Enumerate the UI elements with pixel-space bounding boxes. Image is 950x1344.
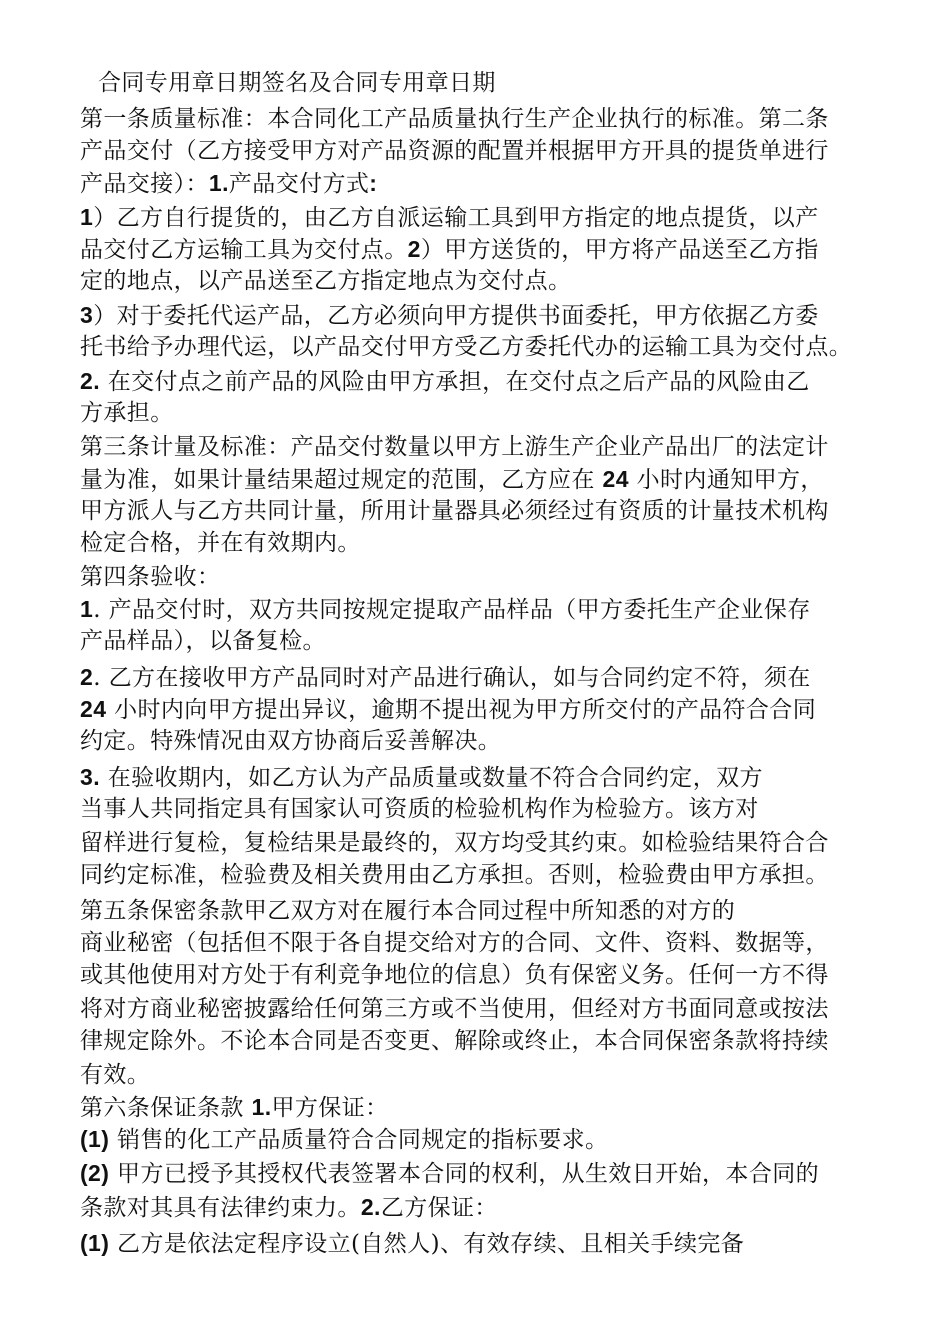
text-segment: 方承担。 xyxy=(80,400,174,426)
text-line xyxy=(80,1158,819,1189)
bold-number: 1. xyxy=(208,170,229,196)
text-line xyxy=(80,1228,744,1259)
bold-number: 2 xyxy=(80,664,94,690)
bold-number: (1) xyxy=(80,1126,110,1152)
text-line xyxy=(80,1060,150,1090)
text-line xyxy=(80,496,829,526)
text-segment: 条款对其具有法律约束力。 xyxy=(80,1195,361,1221)
bold-number: 3 xyxy=(80,302,94,328)
text-line xyxy=(80,794,759,824)
text-segment: 当事人共同指定具有国家认可资质的检验机构作为检验方。该方对 xyxy=(80,796,759,822)
text-line xyxy=(80,762,763,793)
bold-number: 1 xyxy=(80,596,94,622)
text-line xyxy=(80,1092,389,1123)
text-line xyxy=(80,1026,829,1056)
text-line xyxy=(80,860,829,890)
text-segment: 第三条计量及标准：产品交付数量以甲方上游生产企业产品出厂的法定计 xyxy=(80,434,829,460)
text-line xyxy=(80,234,819,265)
bold-number: (2) xyxy=(80,1160,110,1186)
bold-number: 2. xyxy=(80,368,100,394)
text-segment: ）乙方自行提货的，由乙方自派运输工具到甲方指定的地点提货，以产 xyxy=(93,205,819,231)
text-line xyxy=(80,104,829,134)
text-line xyxy=(80,1192,498,1223)
bold-number: 1. xyxy=(251,1094,272,1120)
text-segment: 在验收期内，如乙方认为产品质量或数量不符合合同约定，双方 xyxy=(99,765,763,791)
text-segment: 在交付点之前产品的风险由甲方承担，在交付点之后产品的风险由乙 xyxy=(99,369,810,395)
text-segment: 乙方保证： xyxy=(380,1195,498,1221)
text-line xyxy=(98,68,496,98)
text-line xyxy=(80,398,174,428)
text-line xyxy=(80,366,810,397)
bold-number: 3. xyxy=(80,764,100,790)
text-segment: 小时内向甲方提出异议，逾期不提出视为甲方所交付的产品符合合同 xyxy=(106,697,817,723)
text-segment: 同约定标准，检验费及相关费用由乙方承担。否则，检验费由甲方承担。 xyxy=(80,862,829,888)
text-line xyxy=(80,960,829,990)
bold-number: 24 xyxy=(80,696,107,722)
text-segment: . 产品交付时，双方共同按规定提取产品样品（甲方委托生产企业保存 xyxy=(93,597,811,623)
bold-number: 1 xyxy=(80,204,94,230)
text-segment: 第四条验收： xyxy=(80,564,221,590)
text-line xyxy=(80,168,377,199)
bold-number: : xyxy=(369,170,378,196)
text-segment: ）对于委托代运产品，乙方必须向甲方提供书面委托，甲方依据乙方委 xyxy=(93,303,819,329)
text-segment: 律规定除外。不论本合同是否变更、解除或终止，本合同保密条款将持续 xyxy=(80,1028,829,1054)
text-line xyxy=(80,662,811,693)
text-segment: 约定。特殊情况由双方协商后妥善解决。 xyxy=(80,728,502,754)
text-line xyxy=(80,726,501,756)
text-segment: 产品交付（乙方接受甲方对产品资源的配置并根据甲方开具的提货单进行 xyxy=(80,138,829,164)
text-segment: 留样进行复检，复检结果是最终的，双方均受其约束。如检验结果符合合 xyxy=(80,830,829,856)
text-segment: 商业秘密（包括但不限于各自提交给对方的合同、文件、资料、数据等， xyxy=(80,930,829,956)
text-segment: 量为准，如果计量结果超过规定的范围，乙方应在 xyxy=(80,467,603,493)
text-segment: 产品样品），以备复检。 xyxy=(80,628,326,654)
bold-number: (1) xyxy=(80,1230,110,1256)
text-line xyxy=(80,266,571,296)
text-line xyxy=(80,994,829,1024)
text-line xyxy=(80,202,819,233)
text-line xyxy=(80,528,361,558)
text-segment: 第一条质量标准：本合同化工产品质量执行生产企业执行的标准。第二条 xyxy=(80,106,829,132)
text-segment: . 乙方在接收甲方产品同时对产品进行确认，如与合同约定不符，须在 xyxy=(93,665,811,691)
text-segment: 第五条保密条款甲乙双方对在履行本合同过程中所知悉的对方的 xyxy=(80,898,736,924)
text-segment: 乙方是依法定程序设立(自然人)、有效存续、且相关手续完备 xyxy=(109,1231,745,1257)
text-line xyxy=(80,1124,608,1155)
text-segment: 小时内通知甲方， xyxy=(628,467,824,493)
text-segment: 甲方保证： xyxy=(271,1095,389,1121)
text-segment: 甲方已授予其授权代表签署本合同的权利，从生效日开始，本合同的 xyxy=(109,1161,820,1187)
text-segment: 托书给予办理代运，以产品交付甲方受乙方委托代办的运输工具为交付点。 xyxy=(80,334,853,360)
text-line xyxy=(80,464,824,495)
text-line xyxy=(80,562,220,592)
text-segment: ）甲方送货的，甲方将产品送至乙方指 xyxy=(420,237,819,263)
bold-number: 24 xyxy=(602,466,629,492)
text-line xyxy=(80,300,819,331)
text-segment: 第六条保证条款 xyxy=(80,1095,252,1121)
text-segment: 或其他使用对方处于有利竞争地位的信息）负有保密义务。任何一方不得 xyxy=(80,962,829,988)
text-segment: 甲方派人与乙方共同计量，所用计量器具必须经过有资质的计量技术机构 xyxy=(80,498,829,524)
text-segment: 产品交付方式 xyxy=(228,171,370,197)
text-line xyxy=(80,828,829,858)
text-line xyxy=(80,896,735,926)
text-segment: 有效。 xyxy=(80,1062,151,1088)
text-segment: 产品交接）： xyxy=(80,171,209,197)
text-segment: 合同专用章日期签名及合同专用章日期 xyxy=(98,70,496,96)
text-line xyxy=(80,626,326,656)
bold-number: 2. xyxy=(360,1194,381,1220)
text-line xyxy=(80,694,816,725)
text-segment: 将对方商业秘密披露给任何第三方或不当使用，但经对方书面同意或按法 xyxy=(80,996,829,1022)
text-segment: 品交付乙方运输工具为交付点。 xyxy=(80,237,408,263)
text-line xyxy=(80,432,829,462)
text-line xyxy=(80,332,852,362)
text-line xyxy=(80,136,829,166)
text-line xyxy=(80,594,811,625)
bold-number: 2 xyxy=(407,236,421,262)
text-segment: 定的地点，以产品送至乙方指定地点为交付点。 xyxy=(80,268,572,294)
text-line xyxy=(80,928,829,958)
text-segment: 检定合格，并在有效期内。 xyxy=(80,530,361,556)
text-segment: 销售的化工产品质量符合合同规定的指标要求。 xyxy=(109,1127,609,1153)
